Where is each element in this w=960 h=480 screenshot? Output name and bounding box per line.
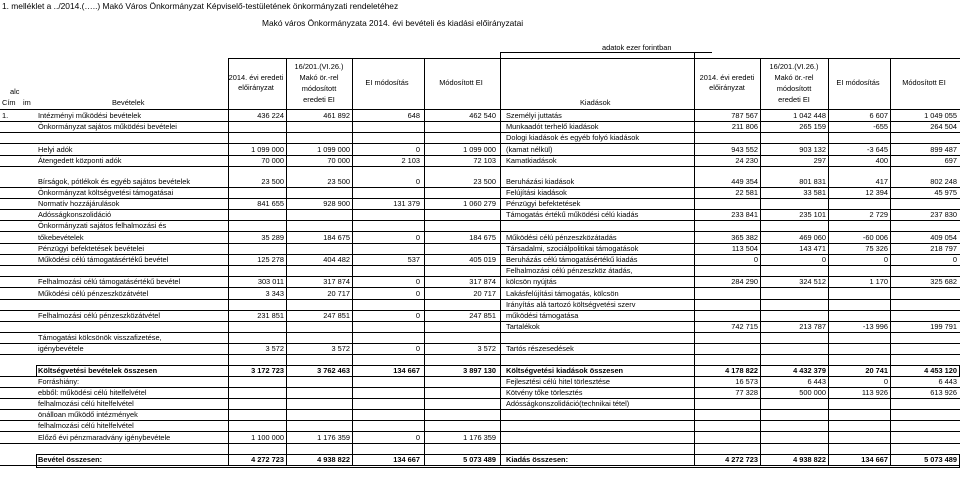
expense-label: Kamatkiadások — [506, 156, 557, 165]
value-cell: 1 060 279 — [463, 199, 496, 208]
revenue-label: Előző évi pénzmaradvány igénybevétele — [38, 433, 171, 442]
expense-label: Adósságkonszolidáció(technikai tétel) — [506, 399, 630, 408]
expense-label: Felújítási kiadások — [506, 188, 567, 197]
row-number: 1. — [2, 111, 9, 120]
value-cell: 24 230 — [735, 156, 758, 165]
value-cell: 4 272 723 — [251, 455, 284, 464]
value-cell: 264 504 — [930, 122, 957, 131]
value-cell: 3 897 130 — [463, 366, 496, 375]
value-cell: 134 667 — [393, 455, 420, 464]
value-cell: 233 841 — [731, 210, 758, 219]
value-cell: 3 572 — [477, 344, 496, 353]
col-header-eredeti-left: 2014. évi eredeti — [228, 73, 284, 82]
col-header-elmod-right: EI módosítás — [836, 78, 880, 87]
value-cell: 125 278 — [257, 255, 284, 264]
expense-label: Társadalmi, szociálpolitikai támogatások — [506, 244, 639, 253]
value-cell: 405 019 — [469, 255, 496, 264]
value-cell: 4 178 822 — [725, 366, 758, 375]
expense-label: Munkaadót terhelő kiadások — [506, 122, 599, 131]
value-cell: 134 667 — [861, 455, 888, 464]
value-cell: 247 851 — [469, 311, 496, 320]
revenue-label: Költségvetési bevételek összesen — [38, 366, 158, 375]
value-cell: 16 573 — [735, 377, 758, 386]
value-cell: 841 655 — [257, 199, 284, 208]
value-cell: 113 926 — [861, 388, 888, 397]
value-cell: 20 741 — [865, 366, 888, 375]
value-cell: 6 607 — [869, 111, 888, 120]
expense-label: Kötvény tőke törlesztés — [506, 388, 583, 397]
value-cell: 235 101 — [799, 210, 826, 219]
revenue-label: Támogatási kölcsönök visszafizetése, — [38, 333, 162, 342]
value-cell: 35 289 — [261, 233, 284, 242]
value-cell: 1 042 448 — [793, 111, 826, 120]
revenue-label: önálloan működő intézmények — [38, 410, 138, 419]
value-cell: 1 099 000 — [317, 145, 350, 154]
value-cell: 3 762 463 — [317, 366, 350, 375]
expense-label: Fejlesztési célú hitel törlesztése — [506, 377, 610, 386]
value-cell: 697 — [944, 156, 957, 165]
value-cell: 0 — [415, 145, 420, 154]
value-cell: 0 — [821, 255, 826, 264]
value-cell: 23 500 — [327, 177, 350, 186]
expense-label: Beruházás célú támogatásértékű kiadás — [506, 255, 638, 264]
value-cell: 45 975 — [934, 188, 957, 197]
value-cell: 0 — [753, 255, 758, 264]
value-cell: 0 — [415, 344, 420, 353]
value-cell: 297 — [813, 156, 826, 165]
value-cell: -60 006 — [862, 233, 888, 242]
value-cell: 33 581 — [803, 188, 826, 197]
value-cell: 20 717 — [473, 289, 496, 298]
value-cell: 284 290 — [731, 277, 758, 286]
value-cell: 143 471 — [799, 244, 826, 253]
value-cell: 2 729 — [869, 210, 888, 219]
value-cell: 613 926 — [930, 388, 957, 397]
value-cell: 500 000 — [799, 388, 826, 397]
value-cell: 1 100 000 — [251, 433, 284, 442]
value-cell: 5 073 489 — [463, 455, 496, 464]
col-header-bevetelek: Bevételek — [112, 98, 145, 107]
revenue-label: Önkormányzati sajátos felhalmozási és — [38, 221, 167, 230]
expense-label: Dologi kiadások és egyéb folyó kiadások — [506, 133, 640, 142]
value-cell: 77 328 — [735, 388, 758, 397]
value-cell: 247 851 — [323, 311, 350, 320]
value-cell: 23 500 — [473, 177, 496, 186]
value-cell: 436 224 — [257, 111, 284, 120]
value-cell: 537 — [407, 255, 420, 264]
value-cell: 12 394 — [865, 188, 888, 197]
revenue-label: Bírságok, pótlékok és egyéb sajátos bevételek — [38, 177, 191, 186]
value-cell: 1 099 000 — [251, 145, 284, 154]
revenue-label: Pénzügyi befektetések bevételei — [38, 244, 145, 253]
revenue-label: Önkormányzat sajátos működési bevételei — [38, 122, 177, 131]
value-cell: 5 073 489 — [924, 455, 957, 464]
value-cell: 317 874 — [323, 277, 350, 286]
expense-label: Személyi juttatás — [506, 111, 562, 120]
expense-label: Kiadás összesen: — [506, 455, 569, 464]
revenue-label: tőkebevételek — [38, 233, 84, 242]
value-cell: 4 453 120 — [924, 366, 957, 375]
revenue-label: Felhalmozási célú támogatásértékű bevétel — [38, 277, 181, 286]
value-cell: 0 — [883, 255, 888, 264]
document-title: 1. melléklet a ../2014.(…..) Makó Város Önkormányzat Képviselő-testületének önkormányzati rendeletéhez — [2, 1, 399, 11]
value-cell: 462 540 — [469, 111, 496, 120]
revenue-label: Működési célú pénzeszközátvétel — [38, 289, 149, 298]
col-header-kiadasok: Kiadások — [580, 98, 611, 107]
col-header-eredeti-left-2: előirányzat — [238, 83, 274, 92]
value-cell: 6 443 — [938, 377, 957, 386]
value-cell: 365 382 — [731, 233, 758, 242]
col-header-eredeti-right-2: előirányzat — [709, 83, 745, 92]
value-cell: 404 482 — [323, 255, 350, 264]
expense-label: Támogatás értékű működési célú kiadás — [506, 210, 639, 219]
col-header-elmod-left: EI módosítás — [365, 78, 409, 87]
col-header-mod-left-4: eredeti EI — [303, 95, 335, 104]
col-header-mod-right-2: Makó ör.-rel — [774, 73, 814, 82]
col-header-im: im — [23, 98, 31, 107]
revenue-label: ebből: működési célú hitelfelvétel — [38, 388, 147, 397]
value-cell: 325 682 — [930, 277, 957, 286]
value-cell: 218 797 — [930, 244, 957, 253]
value-cell: 469 060 — [799, 233, 826, 242]
col-header-mod-right-1: 16/201.(VI.26.) — [769, 62, 819, 71]
value-cell: 4 938 822 — [317, 455, 350, 464]
value-cell: 461 892 — [323, 111, 350, 120]
col-header-modei-right: Módosított EI — [902, 78, 946, 87]
revenue-label: Felhalmozási célú pénzeszközátvétel — [38, 311, 161, 320]
expense-label: Pénzügyi befektetések — [506, 199, 581, 208]
value-cell: 1 170 — [869, 277, 888, 286]
col-header-mod-left-2: Makó ör.-rel — [299, 73, 339, 82]
value-cell: 213 787 — [799, 322, 826, 331]
revenue-label: Normatív hozzájárulások — [38, 199, 120, 208]
table-title: Makó város Önkormányzata 2014. évi bevételi és kiadási előirányzatai — [262, 18, 524, 28]
expense-label: kölcsön nyújtás — [506, 277, 557, 286]
col-header-alc: alc — [10, 87, 20, 96]
value-cell: 0 — [415, 311, 420, 320]
expense-label: Tartós részesedések — [506, 344, 574, 353]
col-header-mod-right-3: módosított — [776, 84, 812, 93]
value-cell: 23 500 — [261, 177, 284, 186]
value-cell: 3 343 — [265, 289, 284, 298]
value-cell: 0 — [415, 433, 420, 442]
value-cell: 1 099 000 — [463, 145, 496, 154]
value-cell: 72 103 — [473, 156, 496, 165]
expense-label: (kamat nélkül) — [506, 145, 553, 154]
value-cell: 131 379 — [393, 199, 420, 208]
value-cell: 2 103 — [401, 156, 420, 165]
value-cell: 4 432 379 — [793, 366, 826, 375]
value-cell: 648 — [407, 111, 420, 120]
value-cell: 449 354 — [731, 177, 758, 186]
value-cell: 1 049 055 — [924, 111, 957, 120]
value-cell: 903 132 — [799, 145, 826, 154]
value-cell: 3 172 723 — [251, 366, 284, 375]
value-cell: 0 — [952, 255, 957, 264]
expense-label: Felhalmozási célú pénzeszköz átadás, — [506, 266, 633, 275]
value-cell: 1 176 359 — [317, 433, 350, 442]
value-cell: 0 — [415, 177, 420, 186]
value-cell: 0 — [415, 277, 420, 286]
col-header-mod-left-1: 16/201.(VI.26.) — [294, 62, 344, 71]
value-cell: 211 806 — [731, 122, 758, 131]
value-cell: 742 715 — [731, 322, 758, 331]
value-cell: 184 675 — [469, 233, 496, 242]
revenue-label: Adósságkonszolidáció — [38, 210, 112, 219]
value-cell: 0 — [415, 233, 420, 242]
value-cell: 70 000 — [327, 156, 350, 165]
value-cell: 75 326 — [865, 244, 888, 253]
value-cell: 801 831 — [799, 177, 826, 186]
value-cell: 317 874 — [469, 277, 496, 286]
value-cell: 20 717 — [327, 289, 350, 298]
revenue-label: igénybevétele — [38, 344, 84, 353]
expense-label: Működési célú pénzeszközátadás — [506, 233, 617, 242]
value-cell: 324 512 — [799, 277, 826, 286]
revenue-label: felhalmozási célú hitelfelvétel — [38, 399, 134, 408]
value-cell: 303 011 — [257, 277, 284, 286]
col-header-mod-left-3: módosított — [301, 84, 337, 93]
revenue-label: Átengedett központi adók — [38, 156, 122, 165]
col-header-cim: Cím — [2, 98, 16, 107]
unit-note: adatok ezer forintban — [602, 43, 672, 52]
value-cell: 0 — [883, 377, 888, 386]
value-cell: 0 — [415, 289, 420, 298]
col-header-modei-left: Módosított EI — [439, 78, 483, 87]
value-cell: -13 996 — [862, 322, 888, 331]
col-header-eredeti-right: 2014. évi eredeti — [699, 73, 755, 82]
value-cell: 199 791 — [930, 322, 957, 331]
expense-label: Irányítás alá tartozó költségvetési szerv — [506, 300, 636, 309]
value-cell: 3 572 — [331, 344, 350, 353]
revenue-label: felhalmozási célú hitelfelvétel — [38, 421, 134, 430]
expense-label: Lakásfelújítási támogatás, kölcsön — [506, 289, 619, 298]
value-cell: 22 581 — [735, 188, 758, 197]
value-cell: 184 675 — [323, 233, 350, 242]
value-cell: 113 504 — [731, 244, 758, 253]
value-cell: 899 487 — [930, 145, 957, 154]
col-header-mod-right-4: eredeti EI — [778, 95, 810, 104]
revenue-label: Helyi adók — [38, 145, 73, 154]
revenue-label: Intézményi működési bevételek — [38, 111, 142, 120]
revenue-label: Bevétel összesen: — [38, 455, 103, 464]
value-cell: 802 248 — [930, 177, 957, 186]
expense-label: Beruházási kiadások — [506, 177, 575, 186]
expense-label: Költségvetési kiadások összesen — [506, 366, 624, 375]
value-cell: -3 645 — [867, 145, 888, 154]
value-cell: 231 851 — [257, 311, 284, 320]
value-cell: 787 567 — [731, 111, 758, 120]
expense-label: működési támogatása — [506, 311, 579, 320]
value-cell: -655 — [873, 122, 888, 131]
value-cell: 70 000 — [261, 156, 284, 165]
revenue-label: Önkormányzat költségvetési támogatásai — [38, 188, 174, 197]
value-cell: 134 667 — [393, 366, 420, 375]
value-cell: 417 — [875, 177, 888, 186]
value-cell: 237 830 — [930, 210, 957, 219]
value-cell: 1 176 359 — [463, 433, 496, 442]
value-cell: 4 938 822 — [793, 455, 826, 464]
value-cell: 409 054 — [930, 233, 957, 242]
value-cell: 4 272 723 — [725, 455, 758, 464]
value-cell: 928 900 — [323, 199, 350, 208]
value-cell: 400 — [875, 156, 888, 165]
value-cell: 3 572 — [265, 344, 284, 353]
value-cell: 265 159 — [799, 122, 826, 131]
revenue-label: Működési célú támogatásértékű bevétel — [38, 255, 169, 264]
expense-label: Tartalékok — [506, 322, 540, 331]
value-cell: 6 443 — [807, 377, 826, 386]
value-cell: 943 552 — [731, 145, 758, 154]
revenue-label: Forráshiány: — [38, 377, 80, 386]
